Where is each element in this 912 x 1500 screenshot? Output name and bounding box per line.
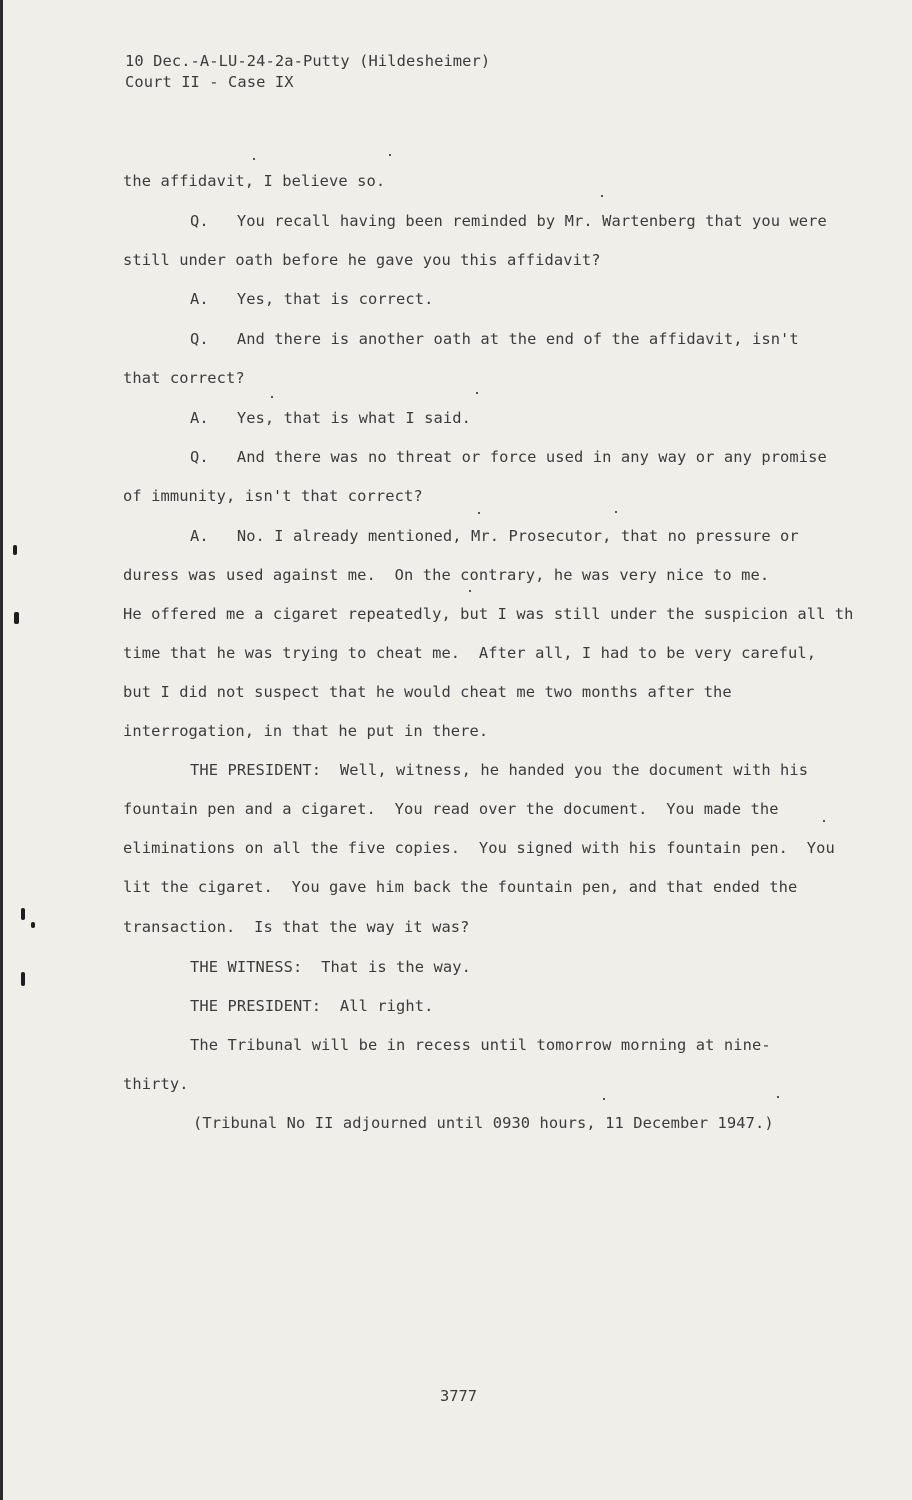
transcript-line: fountain pen and a cigaret. You read over the document. You made the xyxy=(123,800,779,818)
transcript-line: that correct? xyxy=(123,369,245,387)
transcript-line: time that he was trying to cheat me. After all, I had to be very careful, xyxy=(123,644,817,662)
header-court: Court II - Case IX xyxy=(125,73,294,91)
transcript-line: interrogation, in that he put in there. xyxy=(123,722,489,740)
transcript-line: thirty. xyxy=(123,1075,189,1093)
transcript-line: the affidavit, I believe so. xyxy=(123,172,386,190)
answer-line: A. No. I already mentioned, Mr. Prosecutor, that no pressure or xyxy=(190,527,799,545)
speaker-line: THE WITNESS: That is the way. xyxy=(190,958,471,976)
transcript-line: of immunity, isn't that correct? xyxy=(123,487,423,505)
transcript-line: transaction. Is that the way it was? xyxy=(123,918,470,936)
transcript-line: He offered me a cigaret repeatedly, but I was still under the suspicion all th xyxy=(123,605,854,623)
speaker-line: THE PRESIDENT: All right. xyxy=(190,997,434,1015)
answer-line: A. Yes, that is correct. xyxy=(190,290,434,308)
speaker-line: THE PRESIDENT: Well, witness, he handed you the document with his xyxy=(190,761,809,779)
transcript-line: duress was used against me. On the contrary, he was very nice to me. xyxy=(123,566,770,584)
question-line: Q. And there was no threat or force used in any way or any promise xyxy=(190,448,827,466)
question-line: Q. You recall having been reminded by Mr. Wartenberg that you were xyxy=(190,212,827,230)
page-number: 3777 xyxy=(440,1387,478,1405)
question-line: Q. And there is another oath at the end of the affidavit, isn't xyxy=(190,330,799,348)
transcript-line: The Tribunal will be in recess until tomorrow morning at nine- xyxy=(190,1036,771,1054)
header-case-reference: 10 Dec.-A-LU-24-2a-Putty (Hildesheimer) xyxy=(125,52,491,70)
transcript-line: still under oath before he gave you this affidavit? xyxy=(123,251,601,269)
transcript-line: but I did not suspect that he would cheat me two months after the xyxy=(123,683,732,701)
transcript-line: lit the cigaret. You gave him back the fountain pen, and that ended the xyxy=(123,878,798,896)
transcript-line: eliminations on all the five copies. You signed with his fountain pen. You xyxy=(123,839,835,857)
answer-line: A. Yes, that is what I said. xyxy=(190,409,471,427)
adjournment-note: (Tribunal No II adjourned until 0930 hours, 11 December 1947.) xyxy=(193,1114,774,1132)
